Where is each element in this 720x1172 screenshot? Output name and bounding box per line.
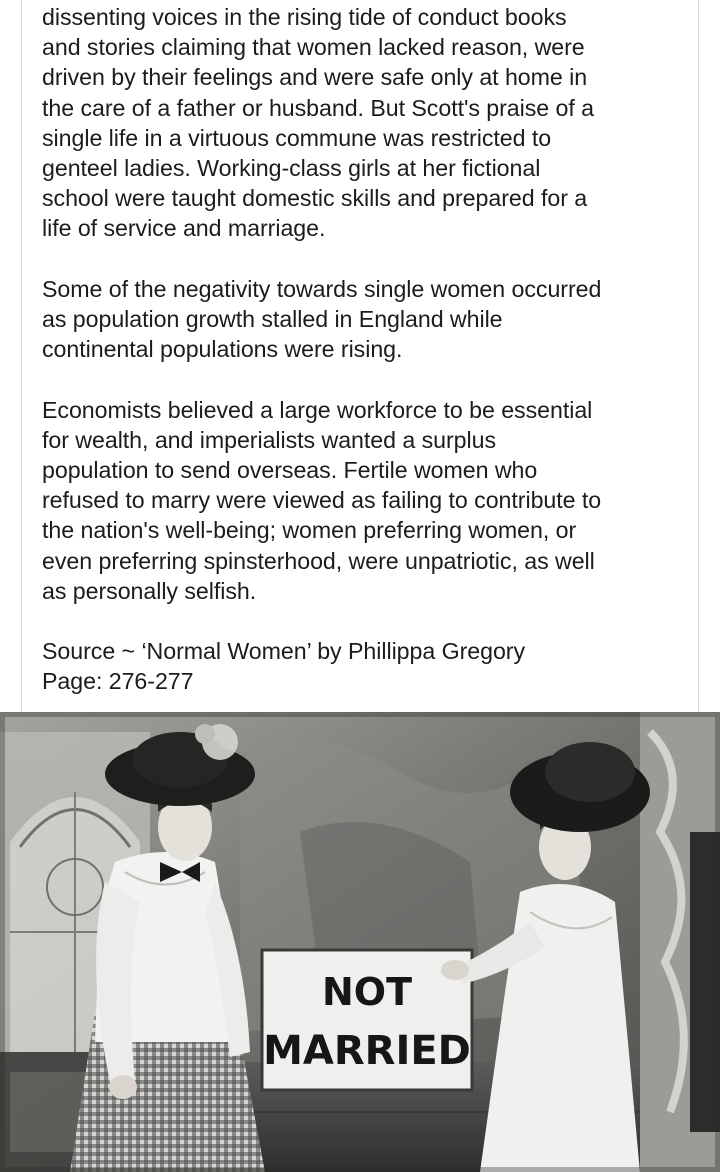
post-paragraph-2: Some of the negativity towards single women occurred as population growth stalled in England while continental populations were rising.	[42, 275, 602, 363]
photo-illustration	[0, 712, 720, 1172]
post-paragraph-1: dissenting voices in the rising tide of conduct books and stories claiming that women lacked reason, were driven by their feelings and were safe only at home in the care of a father or husband. But Scott's praise of a single life in a virtuous commune was restricted to genteel ladies. Working-class girls at her fictional school were taught domestic skills and prepared for a life of service and marriage.	[42, 4, 595, 242]
ornate-frame-right	[640, 712, 720, 1172]
sign-line-2: MARRIED	[263, 1028, 471, 1074]
post-card	[21, 0, 699, 712]
post-body	[42, 2, 692, 697]
sign-line-1: NOT	[321, 970, 413, 1014]
post-photo[interactable]	[0, 712, 720, 1172]
post-paragraph-3: Economists believed a large workforce to be essential for wealth, and imperialists wanted a surplus population to send overseas. Fertile women who refused to marry were viewed as failing to contribute to the nation's well-being; women preferring women, or even preferring spinsterhood, were unpatriotic, as well as personally selfish.	[42, 396, 602, 604]
not-married-sign	[262, 950, 472, 1090]
post-source: Source ~ ‘Normal Women’ by Phillippa Gregory Page: 276-277	[42, 638, 526, 695]
